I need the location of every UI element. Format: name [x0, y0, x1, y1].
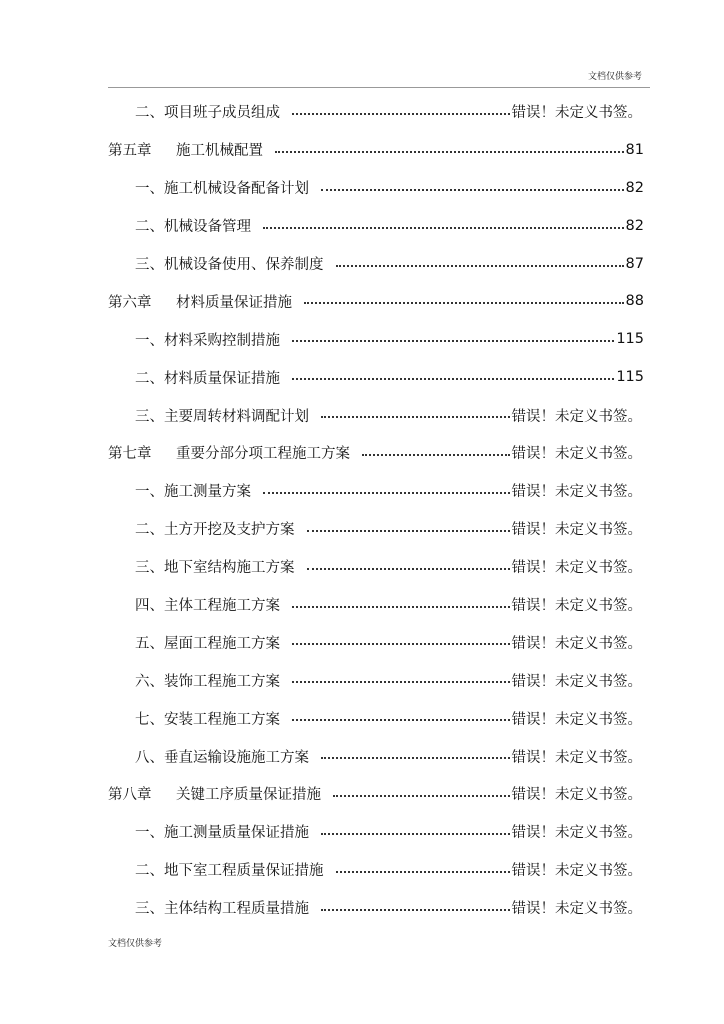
toc-entry-title: 三、主要周转材料调配计划 [135, 408, 309, 425]
toc-entry-title: 七、安装工程施工方案 [135, 711, 280, 728]
toc-section-row[interactable] [0, 623, 724, 661]
toc-entry-title: 三、机械设备使用、保养制度 [135, 257, 324, 273]
toc-page-ref: 错误！未定义书签。 [511, 673, 642, 690]
toc-section-row[interactable] [0, 358, 724, 396]
toc-page-ref: 错误！未定义书签。 [511, 484, 642, 501]
toc-entry-title: 重要分部分项工程施工方案 [176, 446, 350, 463]
toc-entry-title: 施工机械配置 [176, 143, 263, 160]
toc-entry-label [135, 746, 309, 767]
toc-chapter-row[interactable] [0, 282, 724, 320]
toc-page-ref: 82 [625, 179, 644, 196]
toc-entry-title: 一、材料采购控制措施 [135, 332, 280, 349]
toc-page-ref: 错误！未定义书签。 [511, 635, 642, 652]
toc-entry-label [135, 480, 251, 501]
toc-section-row[interactable] [0, 586, 724, 624]
dot-leader [292, 340, 614, 342]
toc-chapter-row[interactable] [0, 131, 724, 169]
dot-leader [304, 302, 624, 304]
toc-page-ref: 错误！未定义书签。 [511, 825, 642, 842]
toc-entry-label [135, 632, 280, 653]
toc-page-ref: 错误！未定义书签。 [511, 711, 642, 728]
toc-entry-label [135, 367, 280, 388]
toc-section-row[interactable] [0, 813, 724, 851]
toc-entry-label [135, 897, 309, 918]
toc-section-row[interactable] [0, 472, 724, 510]
toc-section-row[interactable] [0, 889, 724, 927]
toc-entry-label [108, 139, 263, 160]
header-rule [108, 87, 650, 88]
dot-leader [263, 492, 510, 494]
toc-entry-label [135, 859, 324, 880]
dot-leader [321, 909, 510, 911]
toc-section-row[interactable] [0, 245, 724, 283]
toc-section-row[interactable] [0, 320, 724, 358]
dot-leader [321, 189, 624, 191]
toc-entry-title: 二、项目班子成员组成 [135, 105, 280, 122]
toc-entry-label [135, 708, 280, 729]
toc-section-row[interactable] [0, 548, 724, 586]
toc-chapter-row[interactable] [0, 434, 724, 472]
toc-entry-label [135, 405, 309, 426]
chapter-number: 第五章 [108, 143, 152, 160]
toc-entry-title: 二、机械设备管理 [135, 219, 251, 236]
toc-page-ref: 115 [616, 369, 644, 386]
toc-page-ref: 错误！未定义书签。 [511, 446, 642, 463]
toc-entry-label [135, 670, 280, 691]
toc-page-ref: 错误！未定义书签。 [511, 787, 642, 804]
dot-leader [263, 227, 624, 229]
dot-leader [336, 265, 624, 267]
dot-leader [321, 416, 510, 418]
chapter-number: 第七章 [108, 446, 152, 463]
toc-section-row[interactable] [0, 661, 724, 699]
dot-leader [307, 568, 510, 570]
dot-leader [292, 681, 510, 683]
toc-entry-label [135, 556, 295, 577]
toc-entry-label [135, 821, 309, 842]
toc-section-row[interactable] [0, 737, 724, 775]
toc-entry-title: 五、屋面工程施工方案 [135, 635, 280, 652]
toc-section-row[interactable] [0, 699, 724, 737]
toc-entry-label [135, 101, 280, 122]
toc-entry-title: 材料质量保证措施 [176, 294, 292, 311]
toc-entry-title: 一、施工测量方案 [135, 484, 251, 501]
toc-section-row[interactable] [0, 93, 724, 131]
toc-entry-label [135, 594, 280, 615]
toc-entry-title: 四、主体工程施工方案 [135, 598, 280, 615]
toc-entry-label [108, 783, 321, 804]
toc-page-ref: 错误！未定义书签。 [511, 863, 642, 880]
toc-entry-title: 八、垂直运输设施施工方案 [135, 749, 309, 766]
footer-note: 文档仅供参考 [108, 939, 163, 949]
toc-page-ref: 错误！未定义书签。 [511, 560, 642, 577]
toc-entry-title: 二、土方开挖及支护方案 [135, 522, 295, 539]
toc-entry-label [135, 518, 295, 539]
toc-entry-title: 三、地下室结构施工方案 [135, 560, 295, 577]
toc-entry-label [135, 329, 280, 350]
dot-leader [307, 530, 510, 532]
toc-page-ref: 错误！未定义书签。 [511, 901, 642, 918]
toc-entry-title: 关键工序质量保证措施 [176, 787, 321, 804]
toc-page-ref: 81 [625, 141, 644, 158]
dot-leader [362, 454, 510, 456]
toc-entry-title: 六、装饰工程施工方案 [135, 673, 280, 690]
toc-entry-title: 二、地下室工程质量保证措施 [135, 863, 324, 880]
dot-leader [292, 606, 510, 608]
toc-page-ref: 错误！未定义书签。 [511, 749, 642, 766]
toc-page-ref: 错误！未定义书签。 [511, 105, 642, 122]
dot-leader [292, 719, 510, 721]
dot-leader [292, 643, 510, 645]
dot-leader [292, 113, 510, 115]
header-note: 文档仅供参考 [587, 72, 642, 82]
toc-page-ref: 88 [625, 293, 644, 310]
toc-section-row[interactable] [0, 510, 724, 548]
toc-chapter-row[interactable] [0, 775, 724, 813]
toc-entry-label [135, 215, 251, 236]
chapter-number: 第六章 [108, 294, 152, 311]
toc-page-ref: 错误！未定义书签。 [511, 598, 642, 615]
toc-page-ref: 错误！未定义书签。 [511, 408, 642, 425]
table-of-contents [0, 93, 724, 927]
toc-page-ref: 115 [616, 331, 644, 348]
toc-section-row[interactable] [0, 851, 724, 889]
dot-leader [333, 795, 510, 797]
toc-entry-label [108, 442, 350, 463]
toc-entry-title: 一、施工测量质量保证措施 [135, 825, 309, 842]
toc-page-ref: 82 [625, 217, 644, 234]
toc-entry-label [108, 291, 292, 312]
toc-entry-title: 一、施工机械设备配备计划 [135, 181, 309, 198]
toc-entry-label [135, 177, 309, 198]
dot-leader [321, 757, 510, 759]
dot-leader [321, 833, 510, 835]
toc-entry-label [135, 253, 324, 274]
toc-entry-title: 三、主体结构工程质量措施 [135, 901, 309, 918]
toc-page-ref: 87 [625, 255, 644, 272]
toc-page-ref: 错误！未定义书签。 [511, 522, 642, 539]
dot-leader [275, 151, 624, 153]
toc-section-row[interactable] [0, 169, 724, 207]
chapter-number: 第八章 [108, 787, 152, 804]
toc-entry-title: 二、材料质量保证措施 [135, 370, 280, 387]
dot-leader [336, 871, 510, 873]
dot-leader [292, 378, 614, 380]
toc-section-row[interactable] [0, 207, 724, 245]
toc-section-row[interactable] [0, 396, 724, 434]
